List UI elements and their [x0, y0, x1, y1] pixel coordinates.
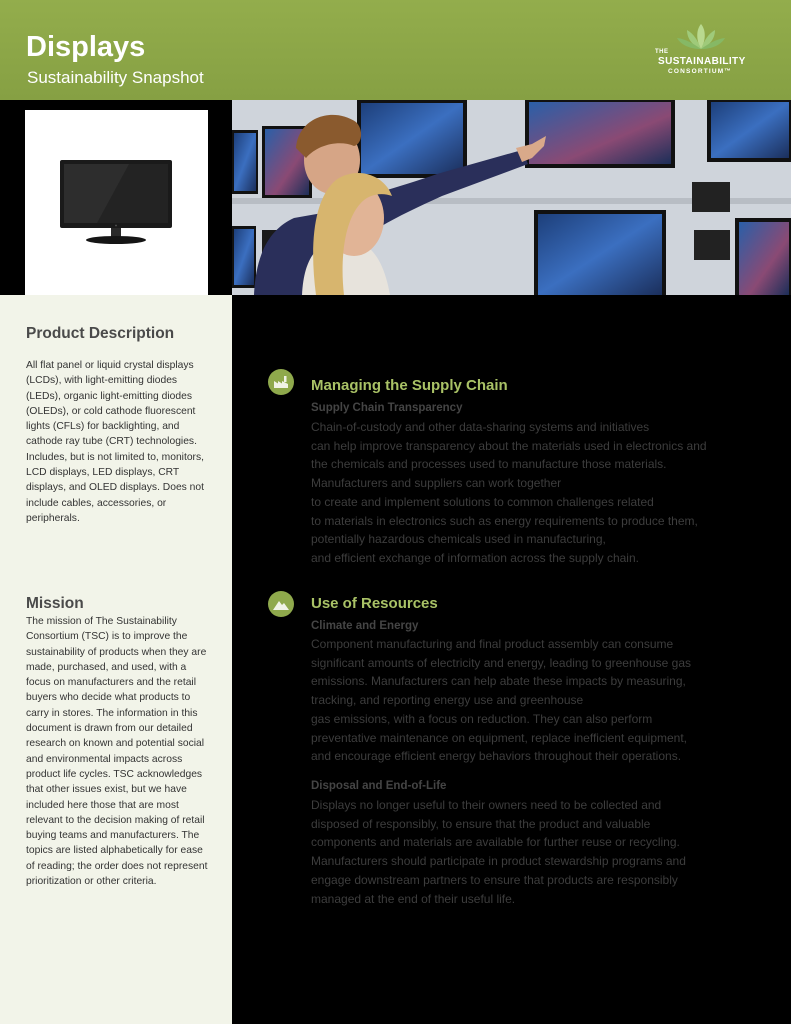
product-image: [25, 110, 208, 295]
supply-chain-heading: Managing the Supply Chain: [311, 377, 508, 394]
climate-line: significant amounts of electricity and energy, leading to greenhouse gas: [311, 655, 692, 670]
product-description-heading: Product Description: [26, 325, 175, 342]
logo-text-sustainability: SUSTAINABILITY: [658, 56, 746, 67]
supply-line: to create and implement solutions to common challenges related: [311, 494, 654, 509]
disposal-line: managed at the end of their useful life.: [311, 891, 516, 906]
mission-heading: Mission: [26, 595, 84, 612]
page-subtitle: Sustainability Snapshot: [27, 68, 204, 87]
climate-line: Component manufacturing and final product assembly can consume: [311, 637, 674, 651]
climate-line: tracking, and reporting energy use and greenhouse: [311, 693, 584, 708]
supply-chain-text: [311, 418, 781, 568]
monitor-icon: [59, 156, 174, 248]
supply-line: and efficient exchange of information across the supply chain.: [311, 550, 639, 565]
mission-text: The mission of The Sustainability Consortium (TSC) is to improve the sustainability of products when they are made, purchased, and used, with a focus on manufacturers and the retail buyers who decide what products to carry in stores. The information in this document is drawn from our detailed research on known and potential social and environmental impacts across product life cycles. TSC acknowledges that other issues exist, but we have included here those that are most relevant to the decision making of retail buying teams and manufacturers. The topics are listed alphabetically for ease of reading; the order does not represent prioritization or other criteria.: [26, 616, 208, 888]
factory-icon: [268, 369, 294, 395]
disposal-text: [311, 796, 781, 908]
header-band: [0, 0, 791, 100]
climate-line: gas emissions, with a focus on reduction. They can also perform: [311, 711, 653, 726]
supply-line: potentially hazardous chemicals used in manufacturing,: [311, 532, 606, 547]
climate-energy-subheading: Climate and Energy: [311, 620, 419, 632]
consortium-logo: [655, 22, 747, 78]
supply-line: to materials in electronics such as energy requirements to produce them,: [311, 513, 698, 528]
disposal-line: Displays no longer useful to their owners need to be collected and: [311, 798, 662, 812]
disposal-line: engage downstream partners to ensure that products are responsibly: [311, 872, 678, 887]
lotus-icon: [675, 22, 727, 50]
logo-text-the: THE: [655, 49, 669, 55]
supply-line: Chain-of-custody and other data-sharing systems and initiatives: [311, 420, 650, 434]
use-of-resources-heading: Use of Resources: [311, 595, 438, 612]
page-title: Displays: [26, 31, 146, 63]
supply-line: can help improve transparency about the materials used in electronics and: [311, 438, 707, 453]
climate-line: preventative maintenance on equipment, replace inefficient equipment,: [311, 730, 688, 745]
store-photo-illustration: [232, 100, 791, 295]
disposal-end-of-life-subheading: Disposal and End-of-Life: [311, 780, 447, 792]
disposal-line: components and materials are available for further reuse or recycling.: [311, 835, 680, 850]
climate-line: and encourage efficient energy behaviors throughout their operations.: [311, 749, 682, 764]
disposal-line: Manufacturers should participate in product stewardship programs and: [311, 854, 686, 869]
supply-chain-transparency-subheading: Supply Chain Transparency: [311, 402, 463, 414]
logo-text-consortium: CONSORTIUM™: [668, 68, 733, 75]
product-description-text: All flat panel or liquid crystal displays (LCDs), with light-emitting diodes (LEDs), organic light-emitting diodes (OLEDs), or cold cathode fluorescent lights (CFLs) for backlighting, and cathode ray tube (CRT) technologies. Includes, but is not limited to, monitors, LCD displays, LED displays, CRT displays, and OLED displays. Does not include cables, accessories, or peripherals.: [26, 360, 204, 524]
climate-energy-text: [311, 635, 781, 766]
mountain-icon: [268, 591, 294, 617]
supply-line: Manufacturers and suppliers can work together: [311, 476, 562, 491]
hero-photo: [232, 100, 791, 295]
supply-line: the chemicals and processes used to manufacture those materials.: [311, 457, 667, 472]
climate-line: emissions. Manufacturers can help abate these impacts by measuring,: [311, 674, 686, 689]
disposal-line: disposed of responsibly, to ensure that the product and valuable: [311, 816, 651, 831]
